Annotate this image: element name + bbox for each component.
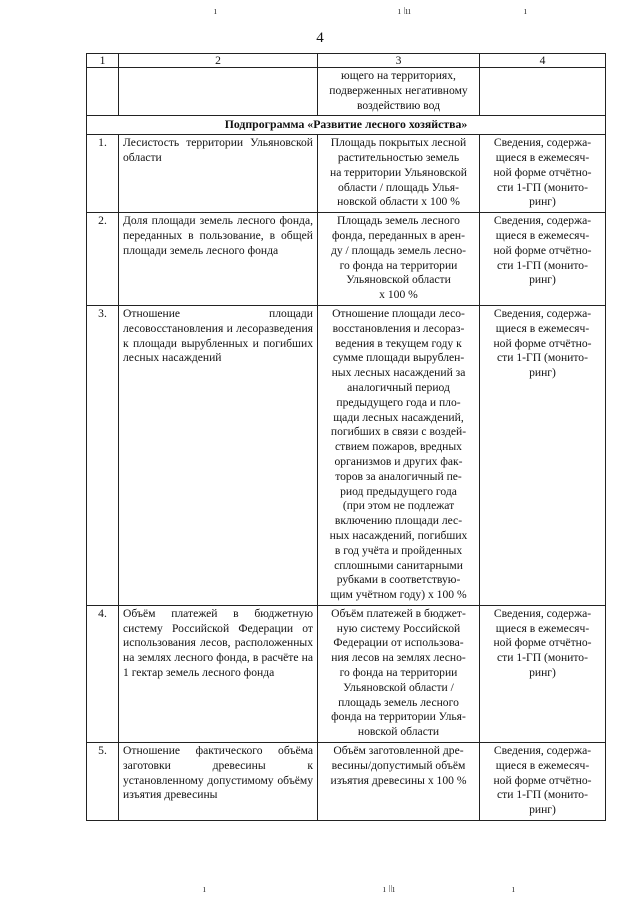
formula-line: сплошными санитарными <box>334 558 463 572</box>
source-cell <box>480 213 606 306</box>
indicator-name: Доля площади земель лесного фонда, переданных в пользование, в общей площади земель лесного фонда <box>119 213 318 306</box>
formula-line: восстановления и лесораз- <box>332 321 465 335</box>
source-line: ринг) <box>529 666 556 680</box>
source-line: сти 1-ГП (монито- <box>497 351 588 365</box>
indicator-name: Отношение площади лесовосстановления и лесоразведения к площади вырубленных и погибших лесных насаждений <box>119 305 318 605</box>
formula-line: х 100 % <box>379 288 418 302</box>
source-line: ной форме отчётно- <box>493 773 592 787</box>
cell-empty <box>119 68 318 116</box>
formula-line: ных лесных насаждений за <box>331 366 466 380</box>
formula-line: Федерации от использова- <box>333 636 464 650</box>
formula-cell <box>318 743 480 821</box>
row-number: 2. <box>87 213 119 306</box>
formula-line: (при этом не подлежат <box>342 499 455 513</box>
source-line: сти 1-ГП (монито- <box>497 788 588 802</box>
column-header: 3 <box>318 54 480 68</box>
formula-line: области / площадь Улья- <box>338 180 459 194</box>
formula-line: новской области х 100 % <box>337 195 460 209</box>
source-line: ринг) <box>529 195 556 209</box>
formula-line: Ульяновской области / <box>343 680 454 694</box>
formula-line: го фонда на территории <box>339 258 458 272</box>
continuation-row <box>87 68 606 116</box>
formula-line: воздействию вод <box>356 98 441 112</box>
indicator-name: Лесистость территории Ульяновской области <box>119 135 318 213</box>
source-line: сти 1-ГП (монито- <box>497 180 588 194</box>
table-row <box>87 605 606 742</box>
source-cell <box>480 135 606 213</box>
formula-line: на территории Ульяновской <box>330 165 467 179</box>
source-line: щиеся в ежемесяч- <box>495 150 590 164</box>
source-line: ринг) <box>529 366 556 380</box>
formula-line: подверженных негативному <box>329 83 468 97</box>
source-line: Сведения, содержа- <box>493 606 592 620</box>
source-line: ринг) <box>529 803 556 817</box>
formula-line: ду / площадь земель лесно- <box>330 243 467 257</box>
formula-line: изъятия древесины х 100 % <box>330 773 467 787</box>
formula-line: аналогичный период <box>347 380 450 394</box>
formula-line: рубками в соответствую- <box>336 573 461 587</box>
row-number: 5. <box>87 743 119 821</box>
source-line: щиеся в ежемесяч- <box>495 228 590 242</box>
scan-mark: ı <box>512 884 515 895</box>
formula-cell <box>318 135 480 213</box>
column-header: 2 <box>119 54 318 68</box>
formula-cell <box>318 213 480 306</box>
formula-line: ствием пожаров, вредных <box>335 440 462 454</box>
cell-empty <box>87 68 119 116</box>
table-header-row <box>87 54 606 68</box>
source-line: сти 1-ГП (монито- <box>497 651 588 665</box>
source-line: ной форме отчётно- <box>493 336 592 350</box>
formula-line: ющего на территориях, <box>341 69 456 82</box>
subprogram-row <box>87 116 606 135</box>
row-number: 4. <box>87 605 119 742</box>
subprogram-title: Подпрограмма «Развитие лесного хозяйства» <box>87 116 606 135</box>
source-line: Сведения, содержа- <box>493 744 592 758</box>
scan-mark: ı ǀıı <box>398 6 411 17</box>
formula-cell <box>318 305 480 605</box>
formula-line: ния лесов на землях лесно- <box>331 651 466 665</box>
formula-line: го фонда на территории <box>339 666 458 680</box>
table-row <box>87 135 606 213</box>
table-row <box>87 743 606 821</box>
formula-line: организмов и других фак- <box>334 454 463 468</box>
formula-cell <box>318 68 480 116</box>
formula-line: фонда, переданных в арен- <box>332 228 465 242</box>
formula-line: площадь земель лесного <box>338 695 459 709</box>
source-line: Сведения, содержа- <box>493 306 592 320</box>
formula-line: погибших в связи с воздей- <box>330 425 467 439</box>
source-line: щиеся в ежемесяч- <box>495 758 590 772</box>
indicators-table <box>86 53 606 821</box>
page-number: 4 <box>316 30 324 46</box>
scan-mark: ı <box>524 6 527 17</box>
column-header: 1 <box>87 54 119 68</box>
formula-line: фонда на территории Улья- <box>331 710 466 724</box>
source-line: щиеся в ежемесяч- <box>495 621 590 635</box>
source-line: Сведения, содержа- <box>493 214 592 228</box>
formula-line: Площадь покрытых лесной <box>330 136 467 150</box>
cell-empty <box>480 68 606 116</box>
source-cell <box>480 305 606 605</box>
row-number: 1. <box>87 135 119 213</box>
formula-line: Объём платежей в бюджет- <box>331 606 466 620</box>
formula-line: растительностью земель <box>337 150 460 164</box>
source-line: ной форме отчётно- <box>493 243 592 257</box>
table-row <box>87 213 606 306</box>
formula-line: Ульяновской области <box>346 273 451 287</box>
formula-line: щим учётном году) х 100 % <box>330 588 467 602</box>
formula-line: в год учёта и пройденных <box>334 543 463 557</box>
scan-mark: ı <box>214 6 217 17</box>
formula-cell <box>318 605 480 742</box>
formula-line: включению площади лес- <box>334 514 463 528</box>
source-line: сти 1-ГП (монито- <box>497 258 588 272</box>
column-header: 4 <box>480 54 606 68</box>
formula-line: Площадь земель лесного <box>337 214 460 228</box>
formula-line: предыдущего года и пло- <box>336 395 461 409</box>
formula-line: ных насаждений, погибших <box>329 528 468 542</box>
formula-line: ведения в текущем году к <box>335 336 462 350</box>
source-line: Сведения, содержа- <box>493 136 592 150</box>
formula-line: новской области <box>357 725 440 739</box>
formula-line: весины/допустимый объём <box>331 758 466 772</box>
formula-line: ную систему Российской <box>336 621 461 635</box>
scan-mark: ı <box>203 884 206 895</box>
formula-line: сумме площади вырублен- <box>332 351 465 365</box>
indicator-name: Объём платежей в бюджетную систему Российской Федерации от использования лесов, расположенных на землях лесного фонда, в расчёте на 1 гектар земель лесного фонда <box>119 605 318 742</box>
source-line: ной форме отчётно- <box>493 636 592 650</box>
source-cell <box>480 743 606 821</box>
formula-line: торов за аналогичный пе- <box>335 469 462 483</box>
source-line: щиеся в ежемесяч- <box>495 321 590 335</box>
source-line: ринг) <box>529 273 556 287</box>
table-row <box>87 305 606 605</box>
formula-line: щади лесных насаждений, <box>333 410 464 424</box>
indicator-name: Отношение фактического объёма заготовки древесины к установленному допустимому объёму изъятия древесины <box>119 743 318 821</box>
formula-line: Отношение площади лесо- <box>332 306 465 320</box>
row-number: 3. <box>87 305 119 605</box>
formula-line: Объём заготовленной дре- <box>333 744 464 758</box>
source-cell <box>480 605 606 742</box>
formula-line: риод предыдущего года <box>340 484 457 498</box>
source-line: ной форме отчётно- <box>493 165 592 179</box>
scan-mark: ı ǀǀı <box>383 884 396 895</box>
